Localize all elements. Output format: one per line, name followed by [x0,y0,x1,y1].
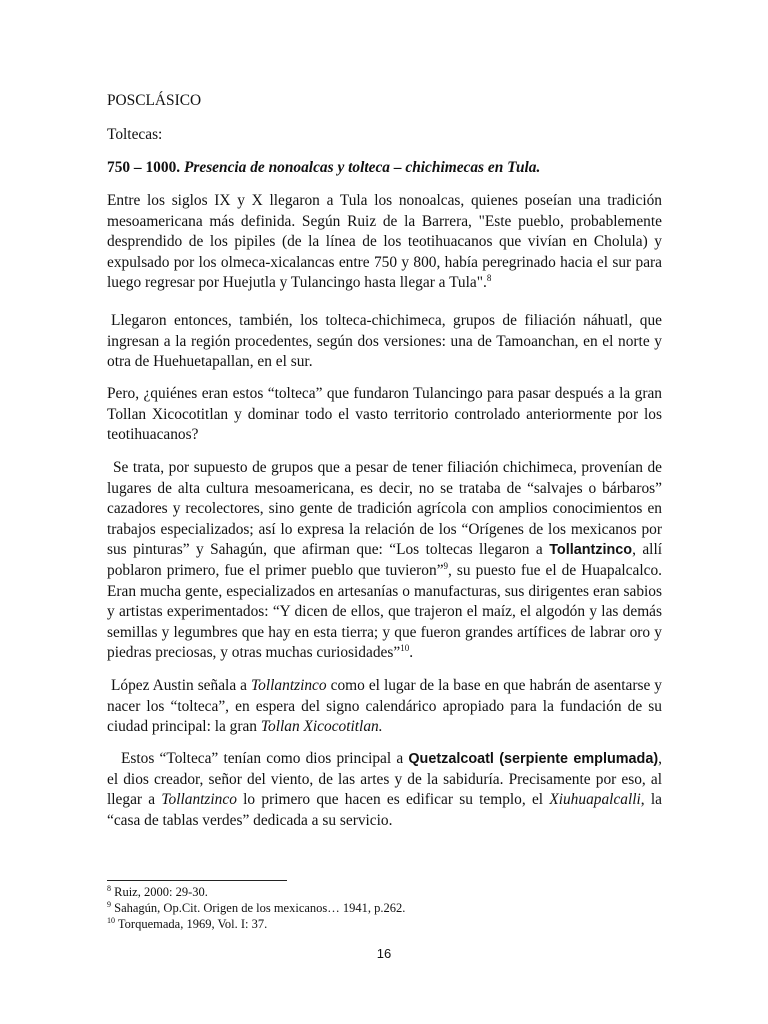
paragraph-1 [107,191,662,294]
paragraph-6-text-c: lo primero que hacen es edificar su templo, el [236,791,550,809]
footnote-ref-8[interactable]: 8 [486,273,492,284]
paragraph-4-text-b: , allí poblaron primero, fue el primer pueblo que tuvieron” [107,541,663,579]
paragraph-6-text-d: , la “casa de tablas verdes” dedicada a su servicio. [107,791,662,829]
paragraph-1-text: Entre los siglos IX y X llegaron a Tula los nonoalcas, quienes poseían una tradición mesoamericana más definida. Según Ruiz de la Barrera, "Este pueblo, probablemente desprendido de los pipiles (de la línea de los teotihuacanos que vivían en Cholula) y expulsado por los olmeca-xicalancas entre 750 y 800, había peregrinado hacia el sur para luego regresar por Huejutla y Tulancingo hasta llegar a Tula". [107,192,662,292]
paragraph-6-italic-1: Tollantzinco [161,791,237,809]
footnote-text: Ruiz, 2000: 29-30. [114,885,208,899]
footnote-ref-10[interactable]: 10 [400,643,410,654]
paragraph-4-text-a: Se trata, por supuesto de grupos que a pesar de tener filiación chichimeca, provenían de lugares de alta cultura mesoamericana, es decir, no se trataba de “salvajes o bárbaros” cazadores y recolectores, sino gente de tradición agrícola con amplios conocimientos en trabajos especializados; así lo expresa la relación de los “Orígenes de los mexicanos por sus pinturas” y Sahagún, que afirman que: “Los toltecas llegaron a [107,459,662,559]
footnote-number: 8 [107,883,111,893]
footnote-text: Sahagún, Op.Cit. Origen de los mexicanos… 1941, p.262. [114,901,406,915]
paragraph-5 [107,676,662,738]
footnote-text: Torquemada, 1969, Vol. I: 37. [117,917,268,931]
footnote-number: 9 [107,899,111,909]
paragraph-2: Llegaron entonces, también, los tolteca-chichimeca, grupos de filiación náhuatl, que ingresan a la región procedentes, según dos versiones: una de Tamoanchan, en el norte y otra de Huehuetapallan, en el sur. [107,312,662,371]
paragraph-3: Pero, ¿quiénes eran estos “tolteca” que fundaron Tulancingo para pasar después a la gran Tollan Xicocotitlan y dominar todo el vasto territorio controlado anteriormente por los teotihuacanos? [107,385,662,444]
footnote-ref-9[interactable]: 9 [443,560,449,571]
footnote-10 [107,917,667,933]
paragraph-6 [107,749,662,831]
footnote-8 [107,885,667,901]
paragraph-5-text-a: López Austin señala a [111,677,252,694]
paragraph-6-text-a: Estos “Tolteca” tenían como dios principal a [121,750,409,767]
footnote-number: 10 [107,915,115,925]
paragraph-5-text-b: como el lugar de la base en que habrán de asentarse y nacer los “tolteca”, en espera del signo calendárico apropiado para la fundación de su ciudad principal: la gran [107,677,662,736]
tollantzinco-bold: Tollantzinco [549,542,633,559]
paragraph-4 [107,458,662,664]
paragraph-6-text-b: , el dios creador, señor del viento, de las artes y de la sabiduría. Precisamente por eso, al llegar a [107,750,662,809]
period-years: 750 – 1000. [107,159,181,176]
paragraph-5-italic-1: Tollantzinco [251,677,327,694]
footnote-divider [107,880,287,881]
period-heading [107,158,662,179]
paragraph-4-text-d: . [409,644,414,662]
subsection-heading: Toltecas: [107,126,163,143]
paragraph-4-text-c: , su puesto fue el de Huapalcalco. Eran mucha gente, especializados en artesanías o manufacturas, sus dirigentes eran sabios y artistas experimentados: “Y dicen de ellos, que trajeron el maíz, el algodón y las demás semillas y legumbres que hay en esta tierra; y que fueron grandes artífices de labrar oro y piedras preciosas, y otras muchas curiosidades” [107,561,662,662]
page-number: 16 [376,946,392,961]
footnote-9 [107,901,667,917]
section-heading: POSCLÁSICO [107,92,202,109]
paragraph-6-italic-2: Xiuhuapalcalli [549,791,641,809]
quetzalcoatl-bold: Quetzalcoatl (serpiente emplumada) [408,751,659,767]
paragraph-5-italic-2: Tollan Xicocotitlan. [260,718,383,736]
period-title: Presencia de nonoalcas y tolteca – chichimecas en Tula. [183,159,541,176]
